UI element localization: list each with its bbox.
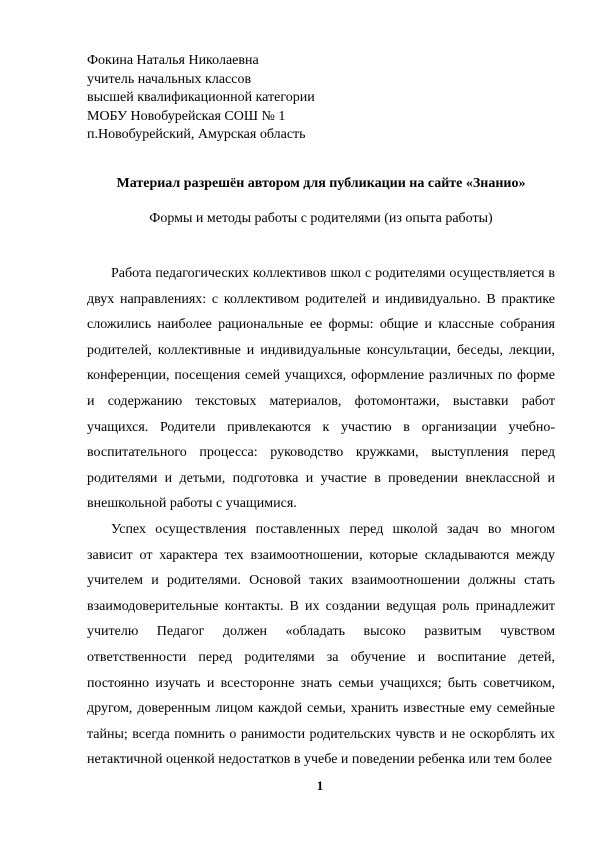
page-number: 1 bbox=[316, 778, 324, 793]
publication-notice: Материал разрешён автором для публикации на сайте «Знанио» bbox=[116, 176, 526, 191]
author-location: п.Новобурейский, Амурская область bbox=[87, 127, 306, 142]
author-category: высшей квалификационной категории bbox=[87, 90, 315, 105]
body-text bbox=[87, 261, 555, 773]
author-name: Фокина Наталья Николаевна bbox=[87, 53, 259, 68]
author-block bbox=[87, 52, 527, 145]
paragraph: Успех осуществления поставленных перед школой задач во многом зависит от характера тех взаимоотношении, которые складываются между учителем и родителями. Основой таких взаимоотношении должны стать взаимодоверительные контакты. В их создании ведущая роль принадлежит учителю Педагог должен «обладать высоко развитым чувством ответственности перед родителями за обучение и воспитание детей, постоянно изучать и всесторонне знать семьи учащихся; быть советчиком, другом, доверенным лицом каждой семьи, хранить известные ему семейные тайны; всегда помнить о ранимости родительских чувств и не оскорблять их нетактичной оценкой недостатков в учебе и поведении ребенка или тем более bbox=[87, 521, 555, 768]
author-position: учитель начальных классов bbox=[87, 71, 252, 87]
paragraph: Работа педагогических коллективов школ с родителями осуществляется в двух направлениях: с коллективом родителей и индивидуально. В практике сложились наиболее рациональные ее формы: общие и классные собрания родителей, коллективные и индивидуальные консультации, беседы, лекции, конференции, посещения семей учащихся, оформление различных по форме и содержанию текстовых материалов, фотомонтажи, выставки работ учащихся. Родители привлекаются к участию в организации учебно-воспитательного процесса: руководство кружками, выступления перед родителями и детьми, подготовка и участие в проведении внеклассной и внешкольной работы с учащимися. bbox=[87, 266, 555, 512]
author-school: МОБУ Новобурейская СОШ № 1 bbox=[87, 108, 286, 124]
document-title: Формы и методы работы с родителями (из опыта работы) bbox=[149, 211, 493, 226]
